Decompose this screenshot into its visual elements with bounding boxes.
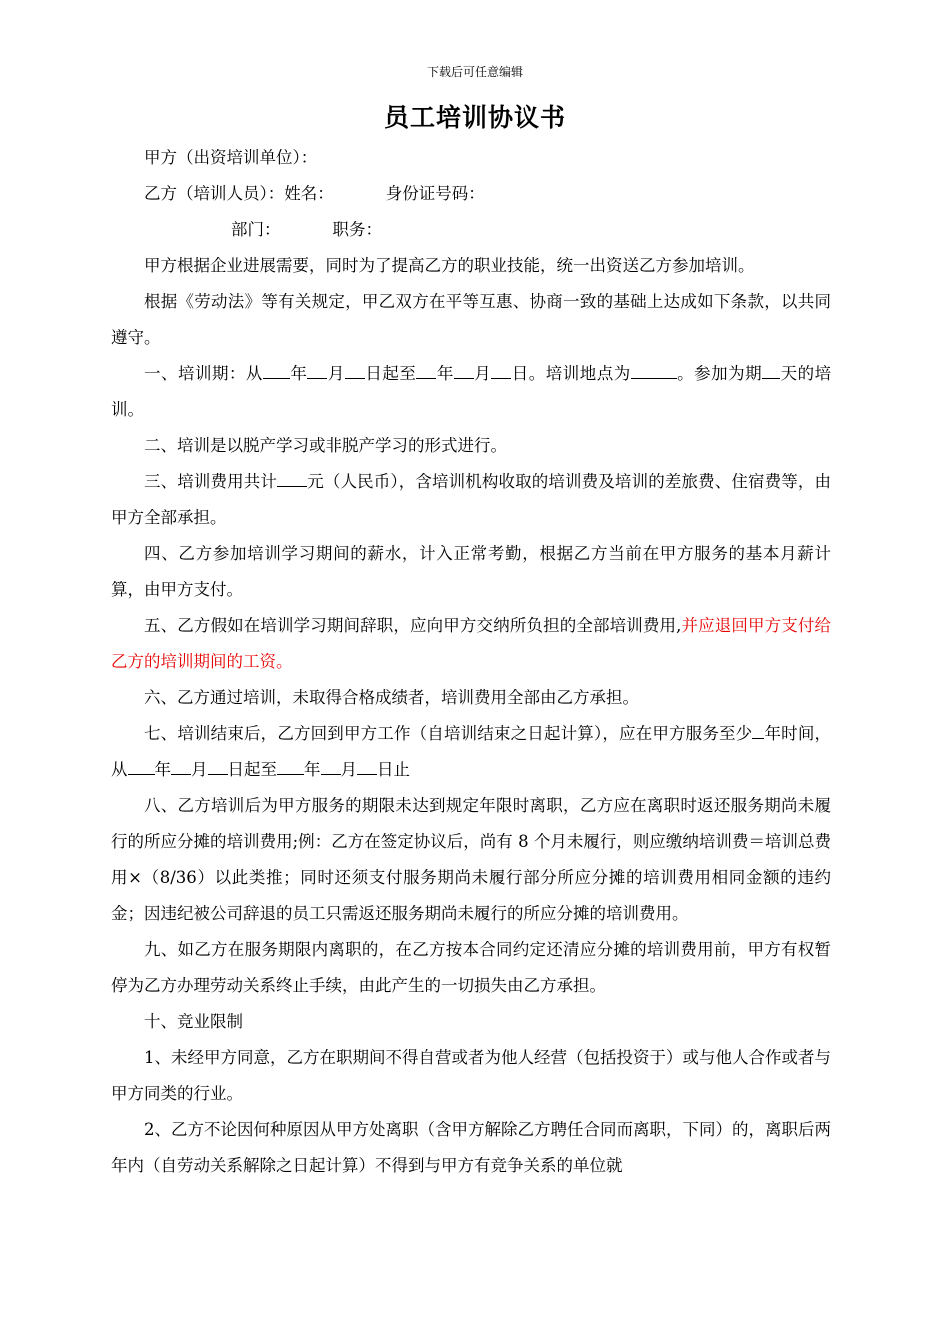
party-a-label: 甲方（出资培训单位）：: [144, 148, 318, 167]
blank-field: [762, 361, 780, 379]
clause-7-text: 月: [191, 760, 208, 779]
position-label: 职务：: [332, 220, 382, 239]
party-a-line: [111, 140, 831, 176]
clause-2: 二、培训是以脱产学习或非脱产学习的形式进行。: [144, 436, 507, 455]
blank-field: [357, 757, 377, 775]
blank-field: [321, 757, 341, 775]
party-b-name-label: 乙方（培训人员）：姓名：: [144, 184, 334, 203]
party-b-line: [111, 176, 831, 212]
clause-7-text: 七、培训结束后，乙方回到甲方工作（自培训结束之日起计算），应在甲方服务至少: [144, 724, 753, 743]
blank-field: [128, 757, 155, 775]
clause-3-text: 元（人民币），含培训机构收取的培训费及培训的差旅费、住宿费等，由甲方全部承担。: [111, 472, 832, 527]
basis-paragraph: 根据《劳动法》等有关规定，甲乙双方在平等互惠、协商一致的基础上达成如下条款，以共同遵守。: [111, 292, 831, 347]
clause-1-text: 日起至: [364, 364, 417, 383]
clause-1-text: 月: [473, 364, 492, 383]
blank-field: [491, 361, 511, 379]
clause-7-text: 年时间，从: [111, 724, 832, 779]
clause-1-text: 年: [289, 364, 308, 383]
clause-4: 四、乙方参加培训学习期间的薪水，计入正常考勤，根据乙方当前在甲方服务的基本月薪计算，由甲方支付。: [111, 544, 831, 599]
blank-field: [277, 757, 304, 775]
clause-1-text: 一、培训期：从: [144, 364, 263, 383]
clause-7-text: 年: [304, 760, 321, 779]
document-title: 员工培训协议书: [383, 103, 566, 132]
party-b-id-label: 身份证号码：: [385, 184, 485, 203]
dept-label: 部门：: [231, 220, 281, 239]
clause-7-text: 日止: [377, 760, 410, 779]
dept-position-line: [111, 212, 831, 248]
blank-field: [752, 721, 764, 739]
header-note: 下载后可任意编辑: [426, 65, 523, 79]
clause-5-text: 五、乙方假如在培训学习期间辞职，应向甲方交纳所负担的全部培训费用,: [144, 616, 682, 635]
clause-7: [111, 716, 831, 788]
clause-7-text: 年: [154, 760, 171, 779]
blank-field: [263, 361, 290, 379]
clause-5: [111, 608, 831, 680]
clause-10-1: 1、未经甲方同意，乙方在职期间不得自营或者为他人经营（包括投资于）或与他人合作或者与甲方同类的行业。: [111, 1048, 831, 1103]
clause-1-text: 月: [327, 364, 345, 383]
clause-1-text: 天的培训。: [111, 364, 832, 419]
clause-7-text: 月: [340, 760, 357, 779]
clause-3-text: 三、培训费用共计: [144, 472, 278, 491]
document-body: [111, 140, 831, 1184]
blank-field: [277, 469, 307, 487]
clause-3: [111, 464, 831, 536]
clause-1-text: 。参加为期: [676, 364, 763, 383]
blank-field: [208, 757, 228, 775]
blank-field: [345, 361, 365, 379]
clause-1-text: 年: [436, 364, 454, 383]
blank-field: [416, 361, 436, 379]
blank-field: [454, 361, 474, 379]
clause-1: [111, 356, 831, 428]
clause-9: 九、如乙方在服务期限内离职的，在乙方按本合同约定还清应分摊的培训费用前，甲方有权暂停为乙方办理劳动关系终止手续，由此产生的一切损失由乙方承担。: [111, 940, 831, 995]
clause-7-text: 日起至: [227, 760, 277, 779]
intro-paragraph: 甲方根据企业进展需要，同时为了提高乙方的职业技能，统一出资送乙方参加培训。: [144, 256, 755, 275]
clause-6: 六、乙方通过培训，未取得合格成绩者，培训费用全部由乙方承担。: [144, 688, 639, 707]
clause-10-heading: 十、竞业限制: [144, 1012, 243, 1031]
blank-field: [307, 361, 327, 379]
clause-5-highlight: 并应退回甲方支付给乙方的培训期间的工资。: [111, 616, 831, 671]
blank-field: [631, 361, 677, 379]
clause-8: 八、乙方培训后为甲方服务的期限未达到规定年限时离职，乙方应在离职时返还服务期尚未履行的所应分摊的培训费用;例：乙方在签定协议后，尚有 8 个月未履行，则应缴纳培训费＝培训总费用×（8/36）以此类推；同时还须支付服务期尚未履行部分所应分摊的培训费用相同金额的违约金；因违纪被公司辞退的员工只需返还服务期尚未履行的所应分摊的培训费用。: [111, 796, 831, 923]
clause-10-2: 2、乙方不论因何种原因从甲方处离职（含甲方解除乙方聘任合同而离职，下同）的，离职后两年内（自劳动关系解除之日起计算）不得到与甲方有竞争关系的单位就: [111, 1120, 831, 1175]
blank-field: [171, 757, 191, 775]
clause-1-text: 日。培训地点为: [511, 364, 631, 383]
